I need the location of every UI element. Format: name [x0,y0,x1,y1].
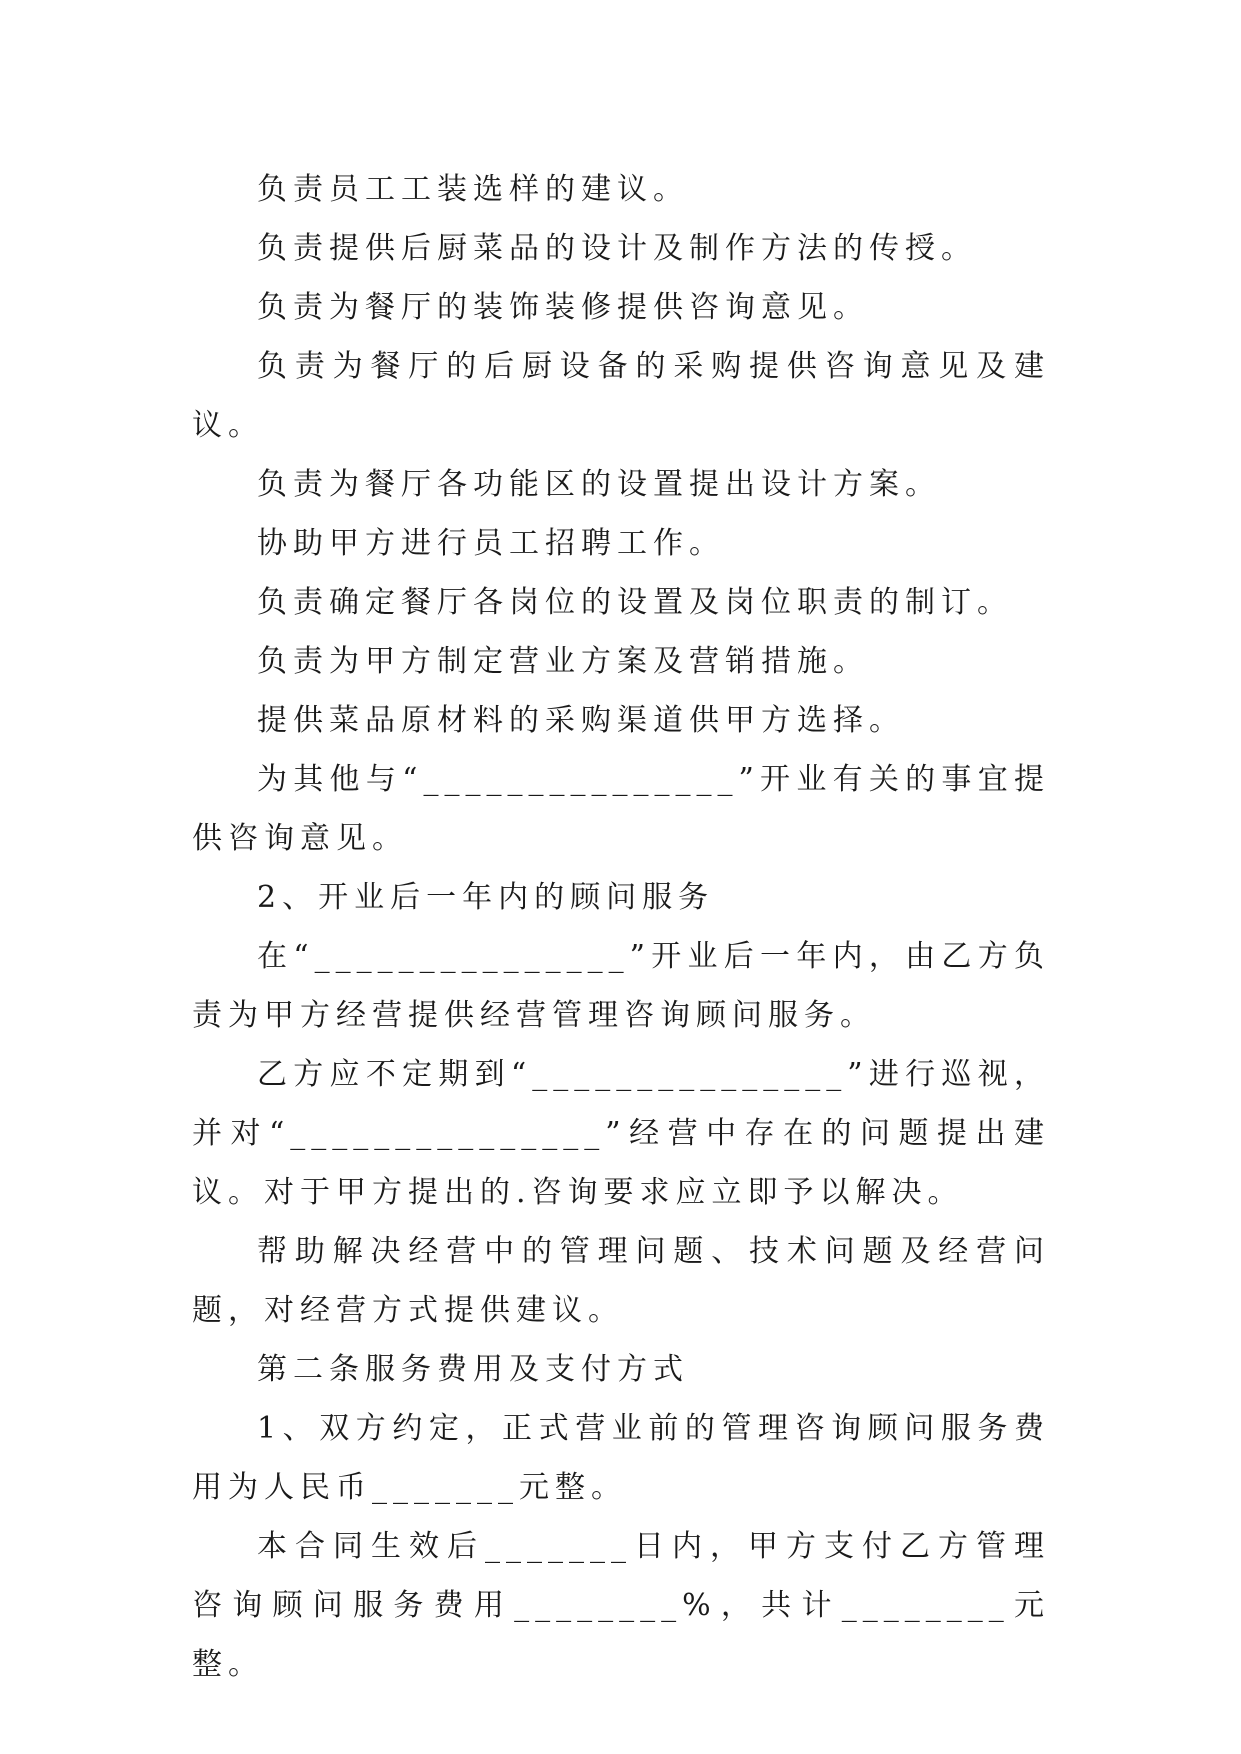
paragraph-problem-solving: 帮助解决经营中的管理问题、技术问题及经营问题，对经营方式提供建议。 [192,1234,1050,1328]
document-body [192,160,1050,1694]
paragraph-uniform-selection: 负责员工工装选样的建议。 [257,172,689,207]
paragraph-post-opening-service: 在“_______________”开业后一年内，由乙方负责为甲方经营提供经营管理咨询顾问服务。 [192,939,1050,1033]
paragraph-business-plan: 负责为甲方制定营业方案及营销措施。 [257,644,869,679]
paragraph-decoration: 负责为餐厅的装饰装修提供咨询意见。 [257,290,869,325]
paragraph-kitchen-equipment: 负责为餐厅的后厨设备的采购提供咨询意见及建议。 [192,349,1050,443]
paragraph-purchasing-channels: 提供菜品原材料的采购渠道供甲方选择。 [257,703,905,738]
paragraph-fee-amount: 1、双方约定，正式营业前的管理咨询顾问服务费用为人民币_______元整。 [192,1411,1050,1505]
paragraph-payment-terms: 本合同生效后_______日内，甲方支付乙方管理咨询顾问服务费用________%，共计________元整。 [192,1529,1050,1682]
paragraph-kitchen-dishes: 负责提供后厨菜品的设计及制作方法的传授。 [257,231,977,266]
section-heading-post-opening: 2、开业后一年内的顾问服务 [257,880,715,915]
paragraph-inspection: 乙方应不定期到“_______________”进行巡视，并对“_______________”经营中存在的问题提出建议。对于甲方提出的.咨询要求应立即予以解决。 [192,1057,1050,1210]
paragraph-other-opening-matters: 为其他与“_______________”开业有关的事宜提供咨询意见。 [192,762,1050,856]
article-heading-fees: 第二条服务费用及支付方式 [257,1352,689,1387]
paragraph-functional-areas: 负责为餐厅各功能区的设置提出设计方案。 [257,467,941,502]
paragraph-recruitment: 协助甲方进行员工招聘工作。 [257,526,725,561]
paragraph-positions: 负责确定餐厅各岗位的设置及岗位职责的制订。 [257,585,1013,620]
